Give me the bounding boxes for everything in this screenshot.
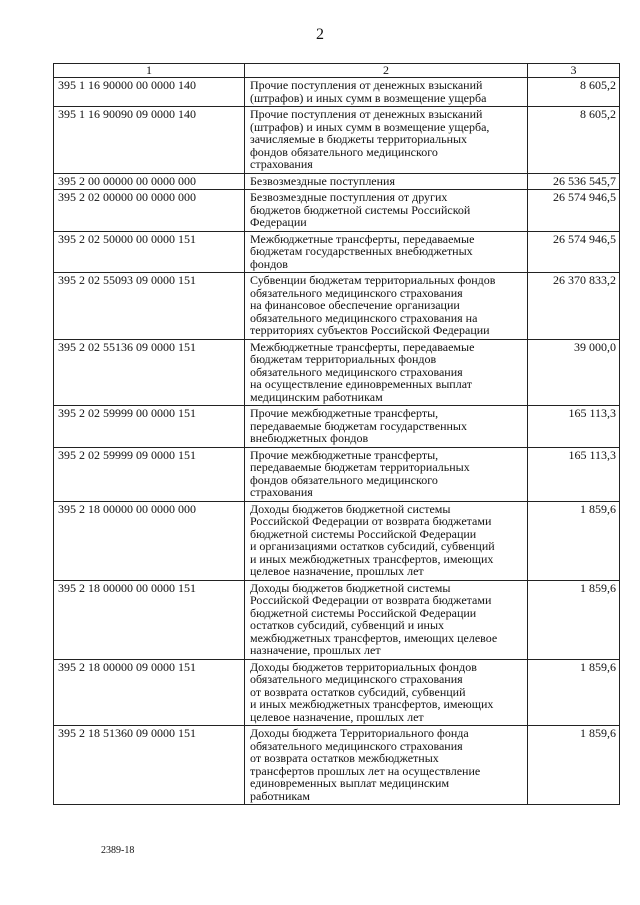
budget-code-cell: 395 2 02 55093 09 0000 151 (54, 273, 245, 340)
revenue-name-line: Федерации (250, 215, 307, 229)
table-row (54, 406, 620, 448)
revenue-name-cell (245, 501, 528, 580)
table-row (54, 107, 620, 174)
budget-code-cell: 395 2 02 59999 09 0000 151 (54, 447, 245, 501)
budget-code-cell: 395 2 00 00000 00 0000 000 (54, 173, 245, 190)
revenue-name-line: Российской Федерации от возврата бюджетами (250, 593, 492, 607)
revenue-name-line: целевое назначение, прошлых лет (250, 709, 424, 724)
revenue-name-line: передаваемые бюджетам государственных (250, 418, 467, 433)
revenue-name-line: фондов обязательного медицинского (250, 144, 438, 159)
revenue-name-line: Субвенции бюджетам территориальных фондов (250, 273, 496, 287)
amount-cell: 1 859,6 (528, 659, 620, 726)
table-row (54, 78, 620, 107)
revenue-name-line: Доходы бюджетов территориальных фондов (250, 659, 477, 674)
budget-code-cell: 395 2 02 59999 00 0000 151 (54, 406, 245, 448)
revenue-name-cell (245, 190, 528, 232)
amount-cell: 8 605,2 (528, 107, 620, 174)
table-row (54, 190, 620, 232)
budget-code-cell: 395 2 18 00000 09 0000 151 (54, 659, 245, 726)
table-header-row (54, 64, 620, 78)
budget-code-cell: 395 1 16 90000 00 0000 140 (54, 78, 245, 107)
revenue-name-line: (штрафов) и иных сумм в возмещение ущерба (250, 90, 487, 105)
revenue-name-line: и организациями остатков субсидий, субвенций (250, 539, 495, 553)
budget-code-cell: 395 2 02 50000 00 0000 151 (54, 231, 245, 273)
revenue-name-line: остатков субсидий, субвенций и иных (250, 618, 445, 632)
table-row (54, 501, 620, 580)
revenue-name-line: работникам (250, 788, 310, 803)
revenue-name-line: Межбюджетные трансферты, передаваемые (250, 339, 475, 354)
column-header-code: 1 (54, 64, 245, 78)
revenue-name-line: единовременных выплат медицинским (250, 776, 450, 790)
revenue-name-line: обязательного медицинского страхования (250, 364, 463, 379)
amount-cell: 26 370 833,2 (528, 273, 620, 340)
revenue-name-cell (245, 173, 528, 190)
revenue-name-line: Доходы бюджета Территориального фонда (250, 726, 469, 740)
revenue-name-line: обязательного медицинского страхования (250, 672, 463, 686)
revenue-name-line: бюджетной системы Российской Федерации (250, 605, 477, 620)
table-row (54, 726, 620, 805)
revenue-name-line: и иных межбюджетных трансфертов, имеющих (250, 551, 494, 566)
amount-cell: 39 000,0 (528, 339, 620, 406)
revenue-name-line: зачисляемые в бюджеты территориальных (250, 132, 468, 146)
revenue-name-line: (штрафов) и иных сумм в возмещение ущерба, (250, 119, 490, 134)
budget-code-cell: 395 2 02 55136 09 0000 151 (54, 339, 245, 406)
revenue-name-line: и иных межбюджетных трансфертов, имеющих (250, 697, 494, 711)
amount-cell: 26 574 946,5 (528, 190, 620, 232)
revenue-name-line: Безвозмездные поступления (250, 173, 395, 188)
revenue-name-line: бюджетам государственных внебюджетных (250, 244, 473, 258)
revenue-name-line: на осуществление единовременных выплат (250, 377, 472, 391)
table-row (54, 580, 620, 659)
amount-cell: 165 113,3 (528, 406, 620, 448)
revenue-name-line: территориях субъектов Российской Федерации (250, 323, 490, 337)
revenue-name-line: бюджетам территориальных фондов (250, 352, 437, 366)
revenue-name-cell (245, 273, 528, 340)
revenue-name-line: Российской Федерации от возврата бюджетами (250, 514, 492, 528)
revenue-name-line: медицинским работникам (250, 389, 383, 404)
revenue-name-line: межбюджетных трансфертов, имеющих целевое (250, 630, 498, 645)
revenue-name-line: обязательного медицинского страхования (250, 285, 463, 300)
revenue-name-line: страхования (250, 485, 313, 499)
revenue-name-cell (245, 726, 528, 805)
amount-cell: 8 605,2 (528, 78, 620, 107)
table-body (54, 78, 620, 805)
revenue-name-cell (245, 107, 528, 174)
budget-code-cell: 395 2 18 00000 00 0000 151 (54, 580, 245, 659)
revenue-name-line: обязательного медицинского страхования на (250, 310, 478, 325)
revenue-name-line: Прочие межбюджетные трансферты, (250, 447, 439, 462)
revenue-name-line: обязательного медицинского страхования (250, 738, 463, 753)
revenue-name-line: Межбюджетные трансферты, передаваемые (250, 231, 475, 246)
revenue-name-cell (245, 231, 528, 273)
column-header-amount: 3 (528, 64, 620, 78)
revenue-name-cell (245, 447, 528, 501)
table-row (54, 659, 620, 726)
revenue-name-line: Прочие поступления от денежных взысканий (250, 107, 483, 121)
revenue-name-line: Прочие межбюджетные трансферты, (250, 406, 439, 420)
table-row (54, 273, 620, 340)
table-row (54, 231, 620, 273)
table-row (54, 447, 620, 501)
revenue-name-line: от возврата остатков субсидий, субвенций (250, 684, 466, 699)
revenue-name-line: на финансовое обеспечение организации (250, 298, 460, 312)
page-number: 2 (316, 26, 324, 43)
revenue-name-line: трансфертов прошлых лет на осуществление (250, 763, 481, 778)
amount-cell: 1 859,6 (528, 501, 620, 580)
budget-code-cell: 395 2 02 00000 00 0000 000 (54, 190, 245, 232)
budget-code-cell: 395 2 18 51360 09 0000 151 (54, 726, 245, 805)
column-header-name: 2 (245, 64, 528, 78)
revenue-name-cell (245, 659, 528, 726)
revenue-name-line: передаваемые бюджетам территориальных (250, 460, 470, 474)
table-row (54, 339, 620, 406)
revenue-name-cell (245, 339, 528, 406)
amount-cell: 26 574 946,5 (528, 231, 620, 273)
revenue-name-line: целевое назначение, прошлых лет (250, 564, 424, 578)
revenue-name-line: бюджетной системы Российской Федерации (250, 526, 477, 541)
budget-code-cell: 395 2 18 00000 00 0000 000 (54, 501, 245, 580)
table-row (54, 173, 620, 190)
revenue-name-line: фондов обязательного медицинского (250, 472, 438, 487)
revenue-name-line: Безвозмездные поступления от других (250, 190, 448, 204)
revenue-name-line: назначение, прошлых лет (250, 643, 381, 657)
document-footer-code: 2389-18 (101, 845, 135, 856)
revenue-name-line: страхования (250, 157, 313, 171)
revenue-name-line: Доходы бюджетов бюджетной системы (250, 580, 451, 595)
amount-cell: 1 859,6 (528, 726, 620, 805)
amount-cell: 165 113,3 (528, 447, 620, 501)
revenue-name-line: внебюджетных фондов (250, 431, 369, 445)
amount-cell: 26 536 545,7 (528, 173, 620, 190)
revenue-name-line: от возврата остатков межбюджетных (250, 751, 439, 765)
revenue-name-line: фондов (250, 256, 288, 271)
revenue-name-cell (245, 580, 528, 659)
revenue-name-line: Доходы бюджетов бюджетной системы (250, 501, 451, 516)
revenue-name-cell (245, 406, 528, 448)
revenue-name-line: бюджетов бюджетной системы Российской (250, 202, 471, 217)
revenue-name-cell (245, 78, 528, 107)
revenue-name-line: Прочие поступления от денежных взысканий (250, 78, 483, 92)
revenue-table (53, 63, 620, 805)
budget-code-cell: 395 1 16 90090 09 0000 140 (54, 107, 245, 174)
amount-cell: 1 859,6 (528, 580, 620, 659)
